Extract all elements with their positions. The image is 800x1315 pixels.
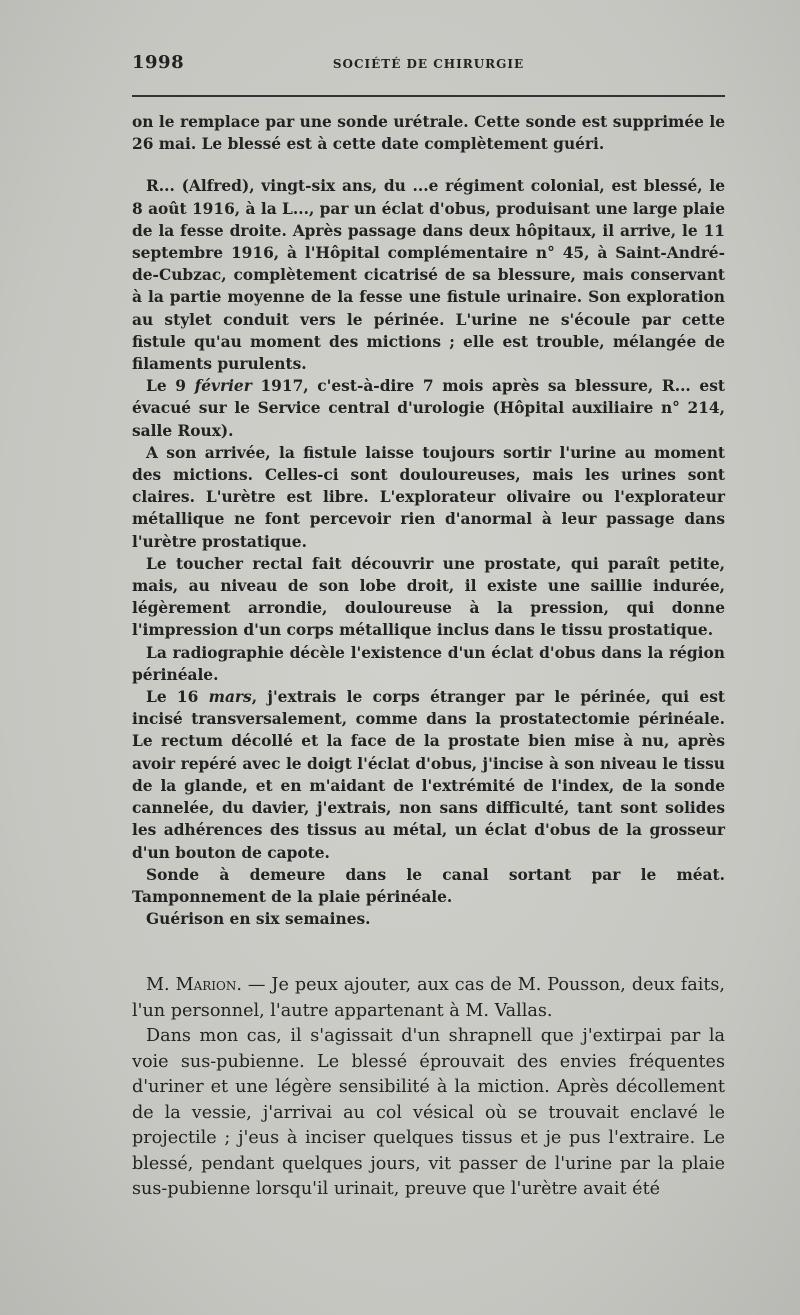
discussion-paragraph: Dans mon cas, il s'agissait d'un shrapnell que j'extirpai par la voie sus-pubienne. Le blessé éprouvait des envies fréquentes d'uriner et une légère sensibilité à la miction. Après décollement de la vessie, j'arrivai au col vésical où se trouvait enclavé le projectile ; j'eus à inciser quelques tissus et je pus l'extraire. Le blessé, pendant quelques jours, vit passer de l'urine par la plaie sus-pubienne lorsqu'il urinait, preuve que l'urètre avait été [132, 1026, 725, 1199]
speaker-prefix: M. [146, 975, 176, 995]
discussion [132, 973, 725, 1203]
page-header [132, 52, 725, 82]
case-paragraph: La radiographie décèle l'existence d'un éclat d'obus dans la région périnéale. [132, 643, 725, 684]
case-paragraph: Le toucher rectal fait découvrir une prostate, qui paraît petite, mais, au niveau de son lobe droit, il existe une saillie indurée, légèrement arrondie, douloureuse à la pression, qui donne l'impression d'un corps métallique inclus dans le tissu prostatique. [132, 554, 725, 640]
case-paragraph: Guérison en six semaines. [146, 910, 371, 929]
case-paragraph: A son arrivée, la fistule laisse toujours sortir l'urine au moment des mictions. Celles-ci sont douloureuses, mais les urines sont claires. L'urètre est libre. L'explorateur olivaire ou l'explorateur métallique ne font percevoir rien d'anormal à leur passage dans l'urètre prostatique. [132, 443, 725, 551]
page-number: 1998 [132, 52, 185, 73]
date-italic: février [194, 377, 252, 396]
text-span: . — Je peux ajouter, aux cas de M. Pousson, deux faits, l'un personnel, l'autre appartenant à M. Vallas. [132, 975, 726, 1021]
case-paragraph: R... (Alfred), vingt-six ans, du ...e régiment colonial, est blessé, le 8 août 1916, à la L..., par un éclat d'obus, produisant une large plaie de la fesse droite. Après passage dans deux hôpitaux, il arrive, le 11 septembre 1916, à l'Hôpital complémentaire n° 45, à Saint-André-de-Cubzac, complètement cicatrisé de sa blessure, mais conservant à la partie moyenne de la fesse une fistule urinaire. Son exploration au stylet conduit vers le périnée. L'urine ne s'écoule par cette fistule qu'au moment des mictions ; elle est trouble, mélangée de filaments purulents. [132, 177, 725, 374]
header-rule [132, 95, 725, 97]
discussion-paragraph [132, 973, 725, 1024]
running-title: SOCIÉTÉ DE CHIRURGIE [332, 57, 525, 71]
case-report [132, 111, 725, 930]
text-span: , j'extrais le corps étranger par le périnée, qui est incisé transversalement, comme dans la prostatectomie périnéale. Le rectum décollé et la face de la prostate bien mise à nu, après avoir repéré avec le doigt l'éclat d'obus, j'incise à son niveau le tissu de la glande, et en m'aidant de l'extrémité de l'index, de la sonde cannelée, du davier, j'extrais, non sans difficulté, tant sont solides les adhérences des tissus au métal, un éclat d'obus de la grosseur d'un bouton de capote. [132, 688, 725, 862]
case-paragraph [132, 375, 725, 442]
text-span: 1917, c'est-à-dire 7 mois après sa blessure, R... est évacué sur le Service central d'urologie (Hôpital auxiliaire n° 214, salle Roux). [132, 377, 725, 440]
case-paragraph: Sonde à demeure dans le canal sortant par le méat. Tamponnement de la plaie périnéale. [132, 865, 725, 906]
text-span: Le 9 [146, 377, 195, 396]
case-paragraph [132, 686, 725, 864]
speaker-name: Marion [175, 975, 237, 995]
text-span: Le 16 [146, 688, 209, 707]
case-paragraph: on le remplace par une sonde urétrale. Cette sonde est supprimée le 26 mai. Le blessé est à cette date complètement guéri. [132, 113, 725, 154]
date-italic: mars [208, 688, 252, 707]
